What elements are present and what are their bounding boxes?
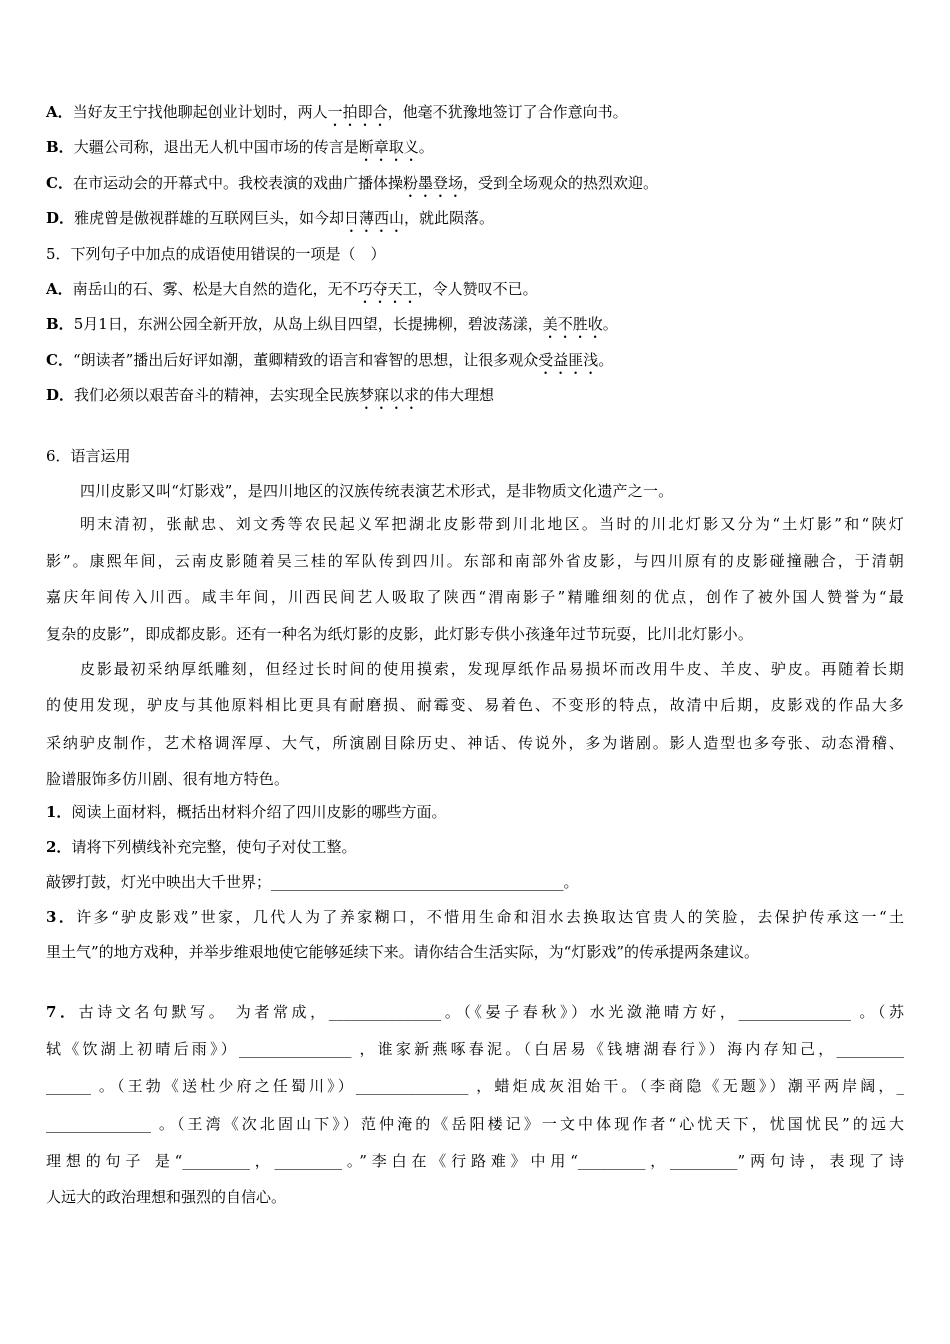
q6-passage-line-4: 嘉庆年间传入川西。咸丰年间，川西民间艺人吸取了陕西“渭南影子”精雕细刻的优点，创作了被外国人赞誉为“最 — [46, 588, 904, 606]
q4-option-c: C．在市运动会的开幕式中。我校表演的戏曲广播体操粉墨登场，受到全场观众的热烈欢迎。 — [46, 174, 658, 192]
q5-c-idiom: 受益匪浅 — [538, 351, 599, 369]
q6-passage-line-2: 明末清初，张献忠、刘文秀等农民起义军把湖北皮影带到川北地区。当时的川北灯影又分为“土灯影”和“陕灯 — [80, 515, 904, 533]
q6-sub-2: 2．请将下列横线补充完整，使句子对仗工整。 — [46, 838, 357, 856]
q6-passage-line-1: 四川皮影又叫“灯影戏”，是四川地区的汉族传统表演艺术形式，是非物质文化遗产之一。 — [80, 482, 674, 500]
q4-option-a: A．当好友王宁找他聊起创业计划时，两人一拍即合，他毫不犹豫地签订了合作意向书。 — [46, 103, 628, 121]
q6-passage-line-5: 复杂的皮影”，即成都皮影。还有一种名为纸灯影的皮影，此灯影专供小孩逢年过节玩耍，比川北灯影小。 — [46, 625, 754, 643]
q4-option-d: D．雅虎曾是傲视群雄的互联网巨头，如今却日薄西山，就此陨落。 — [46, 209, 495, 227]
q4-d-idiom: 日薄西山 — [344, 209, 405, 227]
q5-option-d: D．我们必须以艰苦奋斗的精神，去实现全民族梦寐以求的伟大理想 — [46, 386, 495, 404]
q7-line-4: ______________ 。（王湾《次北固山下》）范仲淹的《岳阳楼记》一文中体现作者“心忧天下，忧国忧民”的远大 — [46, 1115, 904, 1133]
q7-line-2: 轼《饮湖上初晴后雨》）_______________ ，谁家新燕啄春泥。（白居易《钱塘湖春行》）海内存知己，_________ — [46, 1040, 904, 1058]
q6-heading: 6．语言运用 — [46, 447, 131, 465]
q6-sub-2-sentence: 敲锣打鼓，灯光中映出大千世界；_______________________________________。 — [46, 873, 579, 891]
q7-line-1: 7．古诗文名句默写。 为者常成，_______________。（《晏子春秋》）水光潋滟晴方好，_______________ 。（苏 — [46, 1003, 905, 1021]
q5-a-idiom: 巧夺天工 — [357, 280, 418, 298]
q6-passage-line-6: 皮影最初采纳厚纸雕刻，但经过长时间的使用摸索，发现厚纸作品易损坏而改用牛皮、羊皮、驴皮。再随着长期 — [80, 660, 904, 678]
q7-line-3: ______ 。（王勃《送杜少府之任蜀川》）_______________ ，蜡炬成灰泪始干。（李商隐《无题》）潮平两岸阔，_ — [46, 1077, 904, 1095]
q7-line-6: 人远大的政治理想和强烈的自信心。 — [46, 1188, 287, 1206]
q6-passage-line-9: 脸谱服饰多仿川剧、很有地方特色。 — [46, 770, 290, 788]
q7-line-5: 理想的句子 是“_________，_________。”李白在《行路难》中用“_________，_________”两句诗，表现了诗 — [46, 1152, 904, 1170]
q5-option-b: B．5月1日，东洲公园全新开放，从岛上纵目四望，长提拂柳，碧波荡漾，美不胜收。 — [46, 315, 618, 333]
q4-a-idiom: 一拍即合 — [327, 103, 388, 121]
q6-passage-line-8: 采纳驴皮制作，艺术格调浑厚、大气，所演剧目除历史、神话、传说外，多为谐剧。影人造型也多夸张、动态滑稽、 — [46, 734, 904, 752]
q5-b-idiom: 美不胜收 — [542, 315, 603, 333]
q5-stem: 5．下列句子中加点的成语使用错误的一项是（ ） — [46, 245, 386, 263]
q6-passage-line-3: 影”。康熙年间，云南皮影随着吴三桂的军队传到四川。东部和南部外省皮影，与四川原有的皮影碰撞融合，于清朝 — [46, 552, 904, 570]
q6-sub-3-line-2: 里土气”的地方戏种，并举步维艰地使它能够延续下来。请你结合生活实际，为“灯影戏”的传承提两条建议。 — [46, 943, 760, 961]
q4-b-idiom: 断章取义 — [358, 138, 419, 156]
q5-option-a: A．南岳山的石、雾、松是大自然的造化，无不巧夺天工，令人赞叹不已。 — [46, 280, 538, 298]
q6-passage-line-7: 的使用发现，驴皮与其他原料相比更具有耐磨损、耐霉变、易着色、不变形的特点，故清中后期，皮影戏的作品大多 — [46, 696, 904, 714]
q5-option-c: C．“朗读者”播出后好评如潮，董卿精致的语言和睿智的思想，让很多观众受益匪浅。 — [46, 351, 614, 369]
q4-option-b: B．大疆公司称，退出无人机中国市场的传言是断章取义。 — [46, 138, 434, 156]
q6-sub-3-line-1: 3．许多“驴皮影戏”世家，几代人为了养家糊口，不惜用生命和泪水去换取达官贵人的笑脸，去保护传承这一“土 — [46, 908, 905, 926]
q5-d-idiom: 梦寐以求 — [359, 386, 420, 404]
q6-sub-1: 1．阅读上面材料，概括出材料介绍了四川皮影的哪些方面。 — [46, 803, 447, 821]
q4-c-idiom: 粉墨登场 — [402, 174, 463, 192]
